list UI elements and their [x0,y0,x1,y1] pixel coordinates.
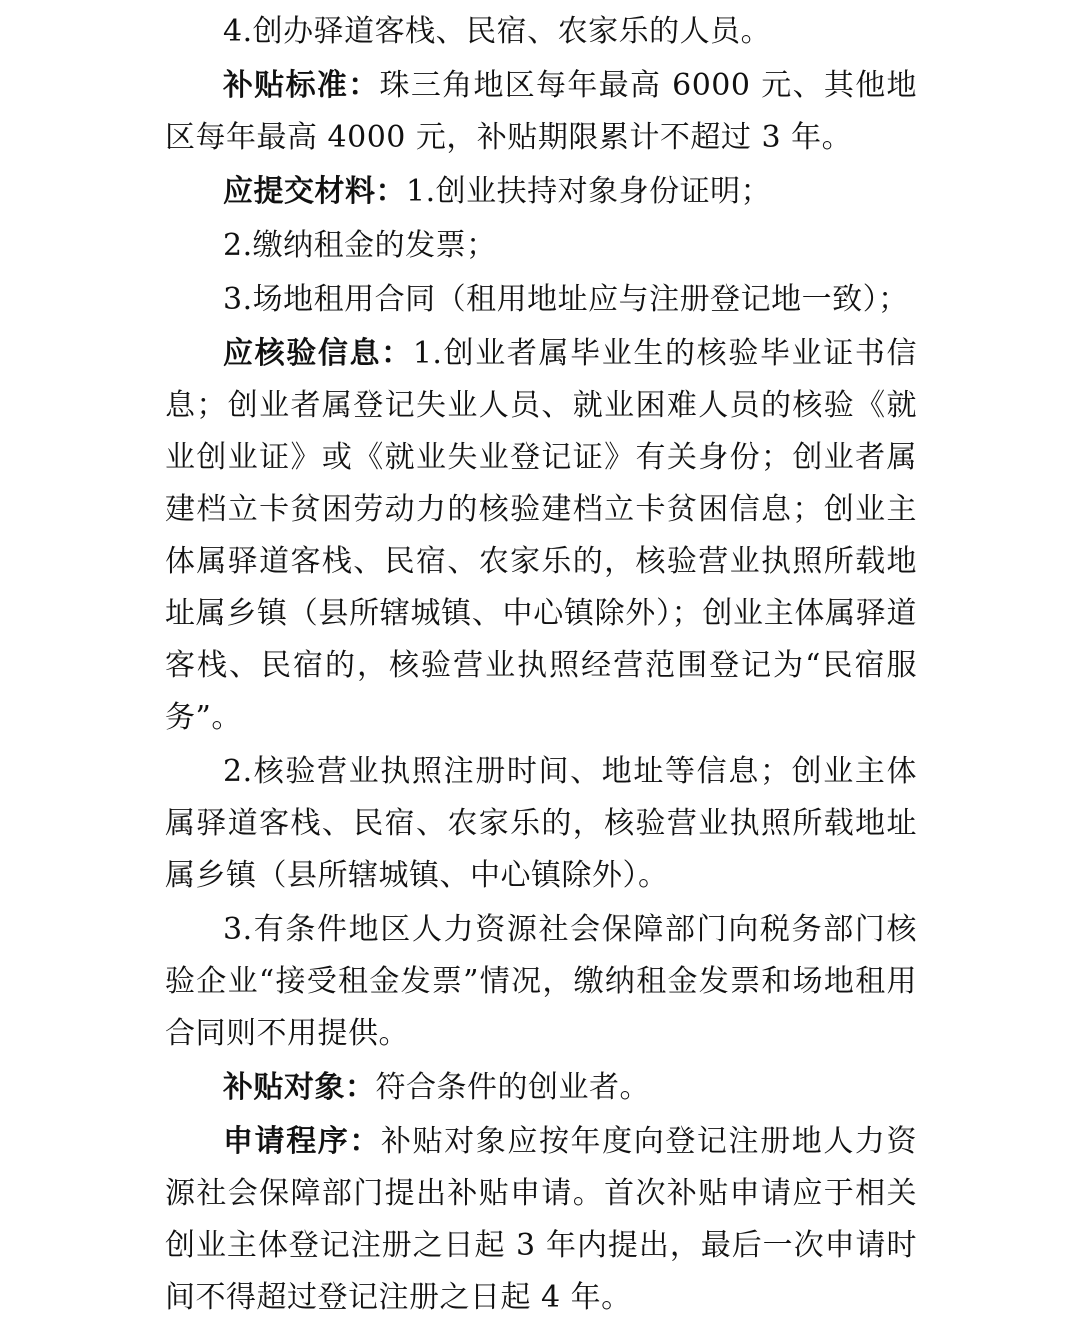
materials-label: 应提交材料： [223,174,406,209]
materials-item-1: 1.创业扶持对象身份证明； [406,174,772,209]
verify-info-item-2: 2.核验营业执照注册时间、地址等信息；创业主体属驿道客栈、民宿、农家乐的，核验营业执照所载地址属乡镇（县所辖城镇、中心镇除外）。 [165,754,917,893]
verify-info-label: 应核验信息： [223,336,413,371]
paragraph-materials-item-3 [165,274,917,326]
document-page [165,6,917,1326]
paragraph-item-4 [165,6,917,58]
item-4-text: 4.创办驿道客栈、民宿、农家乐的人员。 [223,14,772,49]
paragraph-subsidy-target [165,1062,917,1114]
paragraph-subsidy-standard [165,60,917,164]
materials-item-3: 3.场地租用合同（租用地址应与注册登记地一致）； [223,282,909,317]
paragraph-materials-item-2 [165,220,917,272]
verify-info-item-1: 1.创业者属毕业生的核验毕业证书信息；创业者属登记失业人员、就业困难人员的核验《就业创业证》或《就业失业登记证》有关身份；创业者属建档立卡贫困劳动力的核验建档立卡贫困信息；创业主体属驿道客栈、民宿、农家乐的，核验营业执照所载地址属乡镇（县所辖城镇、中心镇除外）；创业主体属驿道客栈、民宿的，核验营业执照经营范围登记为“民宿服务”。 [165,336,918,735]
subsidy-standard-label: 补贴标准： [223,68,380,103]
verify-info-item-3: 3.有条件地区人力资源社会保障部门向税务部门核验企业“接受租金发票”情况，缴纳租金发票和场地租用合同则不用提供。 [165,912,917,1051]
subsidy-target-label: 补贴对象： [223,1070,376,1105]
paragraph-materials [165,166,917,218]
application-procedure-text: 补贴对象应按年度向登记注册地人力资源社会保障部门提出补贴申请。首次补贴申请应于相关创业主体登记注册之日起 3 年内提出，最后一次申请时间不得超过登记注册之日起 4 年。 [165,1124,918,1315]
application-procedure-label: 申请程序： [223,1124,381,1159]
paragraph-verify-item-3 [165,904,917,1060]
subsidy-target-text: 符合条件的创业者。 [375,1070,650,1105]
paragraph-verify-item-2 [165,746,917,902]
paragraph-verify-info [165,328,917,744]
subsidy-standard-text: 珠三角地区每年最高 6000 元、其他地区每年最高 4000 元，补贴期限累计不超过 3 年。 [165,68,918,155]
paragraph-application-procedure [165,1116,917,1324]
materials-item-2: 2.缴纳租金的发票； [223,228,497,263]
